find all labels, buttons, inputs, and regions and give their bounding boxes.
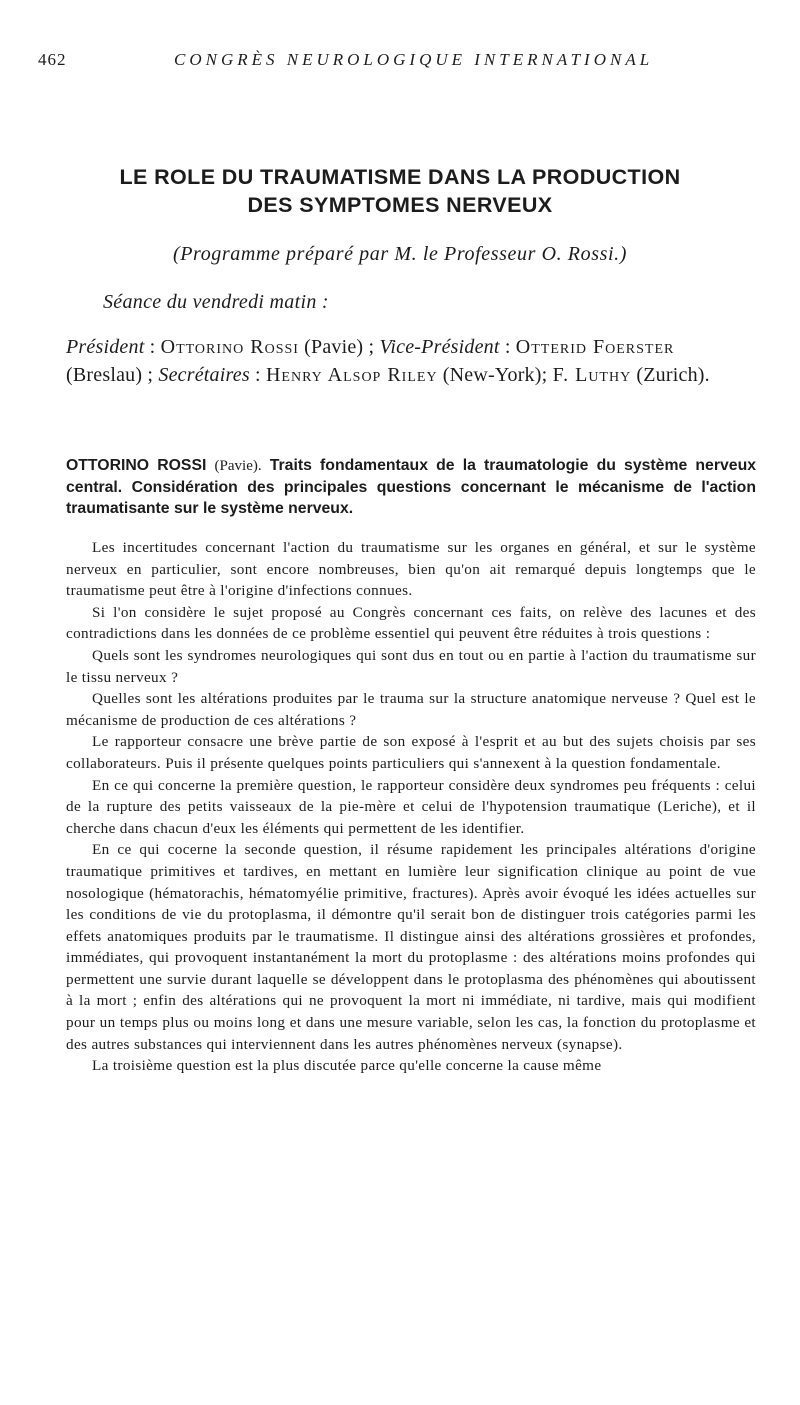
session-line: Séance du vendredi matin : [103, 291, 329, 313]
paper-affiliation: (Pavie). [214, 458, 262, 474]
vice-president-name: Otterid Foerster [515, 336, 675, 358]
program-note: (Programme préparé par M. le Professeur O. Rossi.) [172, 243, 628, 265]
session-officers: Président : Ottorino Rossi (Pavie) ; Vice-Président : Otterid Foerster (Breslau) ; Secrétaires : Henry Alsop Riley (New-York); F. Luthy (Zurich). [66, 336, 710, 386]
paragraph: Les incertitudes concernant l'action du traumatisme sur les organes en général, et sur le système nerveux en particulier, sont encore nombreuses, bien qu'on ait remarqué depuis longtemps que le traumatisme peut être à l'origine d'infections connues. [66, 539, 756, 600]
paragraph: Quels sont les syndromes neurologiques qui sont dus en tout ou en partie à l'action du traumatisme sur le tissu nerveux ? [66, 646, 756, 686]
page-number: 462 [38, 50, 67, 69]
secretary-1-place: (New-York); [442, 364, 548, 386]
body-text [66, 537, 756, 1077]
journal-title: CONGRÈS NEUROLOGIQUE INTERNATIONAL [174, 50, 654, 69]
paragraph: En ce qui cocerne la seconde question, il résume rapidement les principales altérations d'origine traumatique primitives et tardives, en mettant en lumière leur signification clinique au point de vue nosologique (hématorachis, hématomyélie primitive, fractures). Après avoir évoqué les idées actuelles sur les conditions de vie du protoplasma, il démontre qu'il serait bon de distinguer trois catégories parmi les effets anatomiques produits par le traumatisme. Il distingue ainsi des altérations grossières et profondes, immédiates, qui provoquent instantanément la mort du protoplasme : des altérations moins profondes qui permettent une survie durant laquelle se développent dans le protoplasma des phénomènes qui aboutissent à la mort ; enfin des altérations qui ne provoquent la mort ni immédiate, ni tardive, mais qui modifient pour un temps plus ou moins long et dans une mesure variable, selon les cas, la fonction du protoplasme et des autres substances qui interviennent dans les autres phénomènes nerveux (synapse). [66, 841, 756, 1053]
secretary-2-name: F. Luthy [552, 364, 632, 386]
secretary-1-name: Henry Alsop Riley [265, 364, 438, 386]
section-title [40, 163, 760, 219]
president-name: Ottorino Rossi [160, 336, 299, 358]
running-head [38, 50, 762, 74]
paragraph: Si l'on considère le sujet proposé au Congrès concernant ces faits, on relève des lacunes et des contradictions dans les données de ce problème essentiel qui peuvent être réduites à trois questions : [66, 603, 756, 643]
paper-heading [66, 455, 756, 519]
secretaries-label: Secrétaires [158, 364, 250, 386]
paragraph: Le rapporteur consacre une brève partie de son exposé à l'esprit et au but des sujets choisis par ses collaborateurs. Puis il présente quelques points particuliers qui s'annexent à la question fondamentale. [66, 733, 756, 772]
president-label: Président [66, 336, 145, 358]
paragraph: En ce qui concerne la première question, le rapporteur considère deux syndromes peu fréquents : celui de la rupture des petits vaisseaux de la pie-mère et celui de l'hypotension traumatique (Leriche), et il cherche dans chacun d'eux les éléments qui permettent de les identifier. [66, 776, 756, 837]
vice-president-label: Vice-Président [379, 336, 500, 358]
paper-author: OTTORINO ROSSI [66, 457, 207, 474]
section-title-line-2: DES SYMPTOMES NERVEUX [247, 193, 553, 217]
vice-president-place: (Breslau) ; [66, 364, 154, 386]
paragraph: La troisième question est la plus discutée parce qu'elle concerne la cause même [92, 1057, 602, 1075]
section-title-line-1: LE ROLE DU TRAUMATISME DANS LA PRODUCTION [119, 165, 681, 189]
secretary-2-place: (Zurich). [636, 364, 710, 386]
paper-title: Traits fondamentaux de la traumatologie du système nerveux central. Considération des principales questions concernant le mécanisme de l'action traumatisante sur le système nerveux. [66, 457, 756, 517]
president-place: (Pavie) ; [304, 336, 375, 358]
paragraph: Quelles sont les altérations produites par le trauma sur la structure anatomique nerveuse ? Quel est le mécanisme de production de ces altérations ? [66, 690, 756, 729]
